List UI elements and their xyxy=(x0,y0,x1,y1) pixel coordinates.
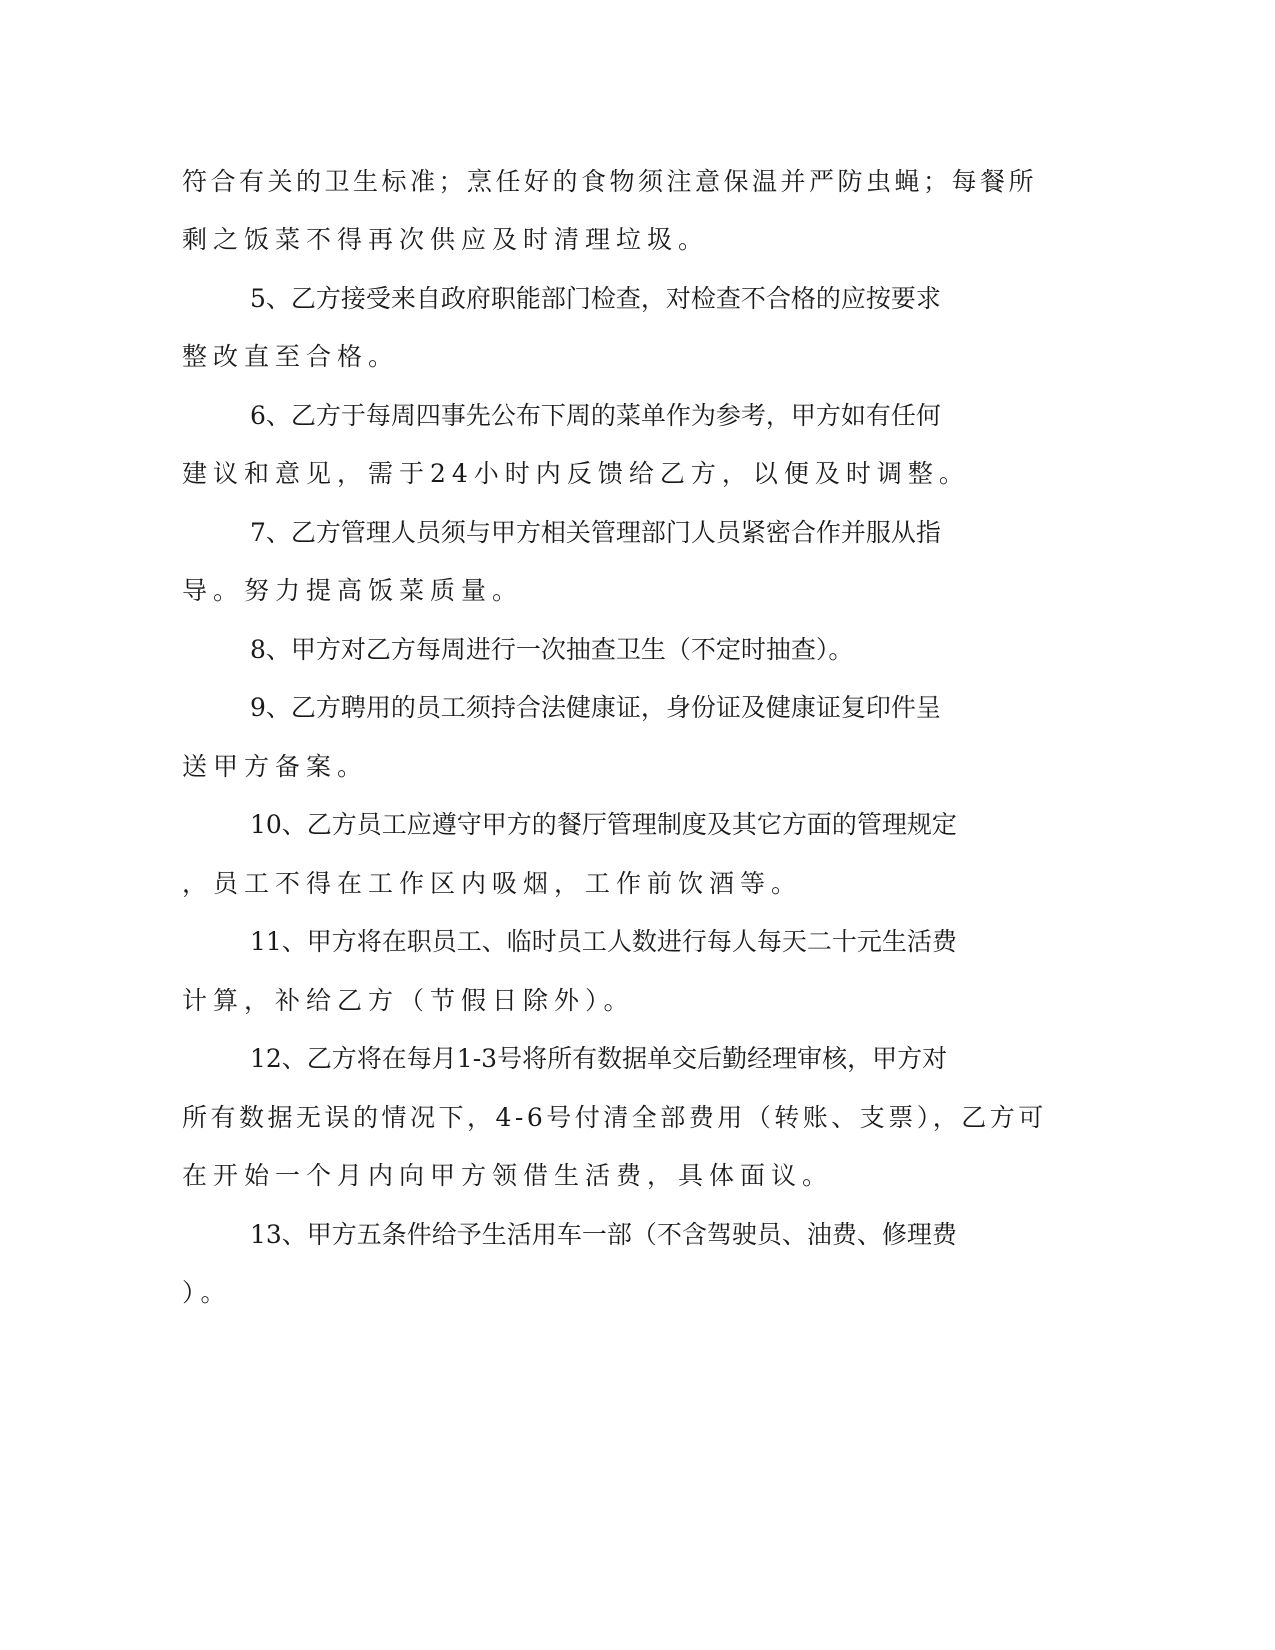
clause-5-line: 5、乙方接受来自政府职能部门检查，对检查不合格的应按要求 xyxy=(250,284,941,313)
clause-11-line: 11、甲方将在职员工、临时员工人数进行每人每天二十元生活费 xyxy=(250,927,957,956)
clause-13-line: 13、甲方五条件给予生活用车一部（不含驾驶员、油费、修理费 xyxy=(250,1220,957,1249)
text-line: 整改直至合格。 xyxy=(182,342,400,371)
clause-6-line: 6、乙方于每周四事先公布下周的菜单作为参考，甲方如有任何 xyxy=(250,401,941,430)
clause-10-line: 10、乙方员工应遵守甲方的餐厅管理制度及其它方面的管理规定 xyxy=(250,810,957,839)
text-line: 导。努力提高饭菜质量。 xyxy=(182,576,524,605)
text-line: 所有数据无误的情况下，4-6号付清全部费用（转账、支票），乙方可 xyxy=(182,1103,1047,1132)
text-line: 剩之饭菜不得再次供应及时清理垃圾。 xyxy=(182,225,710,254)
clause-9-line: 9、乙方聘用的员工须持合法健康证，身份证及健康证复印件呈 xyxy=(250,693,941,722)
text-line: 送甲方备案。 xyxy=(182,752,369,781)
clause-7-line: 7、乙方管理人员须与甲方相关管理部门人员紧密合作并服从指 xyxy=(250,518,941,547)
clause-12-line: 12、乙方将在每月1-3号将所有数据单交后勤经理审核，甲方对 xyxy=(250,1044,948,1073)
text-line: ）。 xyxy=(182,1278,232,1307)
text-line: 建议和意见，需于24小时内反馈给乙方，以便及时调整。 xyxy=(182,459,970,488)
text-line: 符合有关的卫生标准；烹任好的食物须注意保温并严防虫蝇；每餐所 xyxy=(182,167,1038,196)
text-line: 在开始一个月内向甲方领借生活费，具体面议。 xyxy=(182,1161,834,1190)
text-line: ，员工不得在工作区内吸烟，工作前饮酒等。 xyxy=(182,869,803,898)
text-line: 计算，补给乙方（节假日除外）。 xyxy=(182,986,635,1015)
clause-8-line: 8、甲方对乙方每周进行一次抽查卫生（不定时抽查）。 xyxy=(250,635,854,664)
